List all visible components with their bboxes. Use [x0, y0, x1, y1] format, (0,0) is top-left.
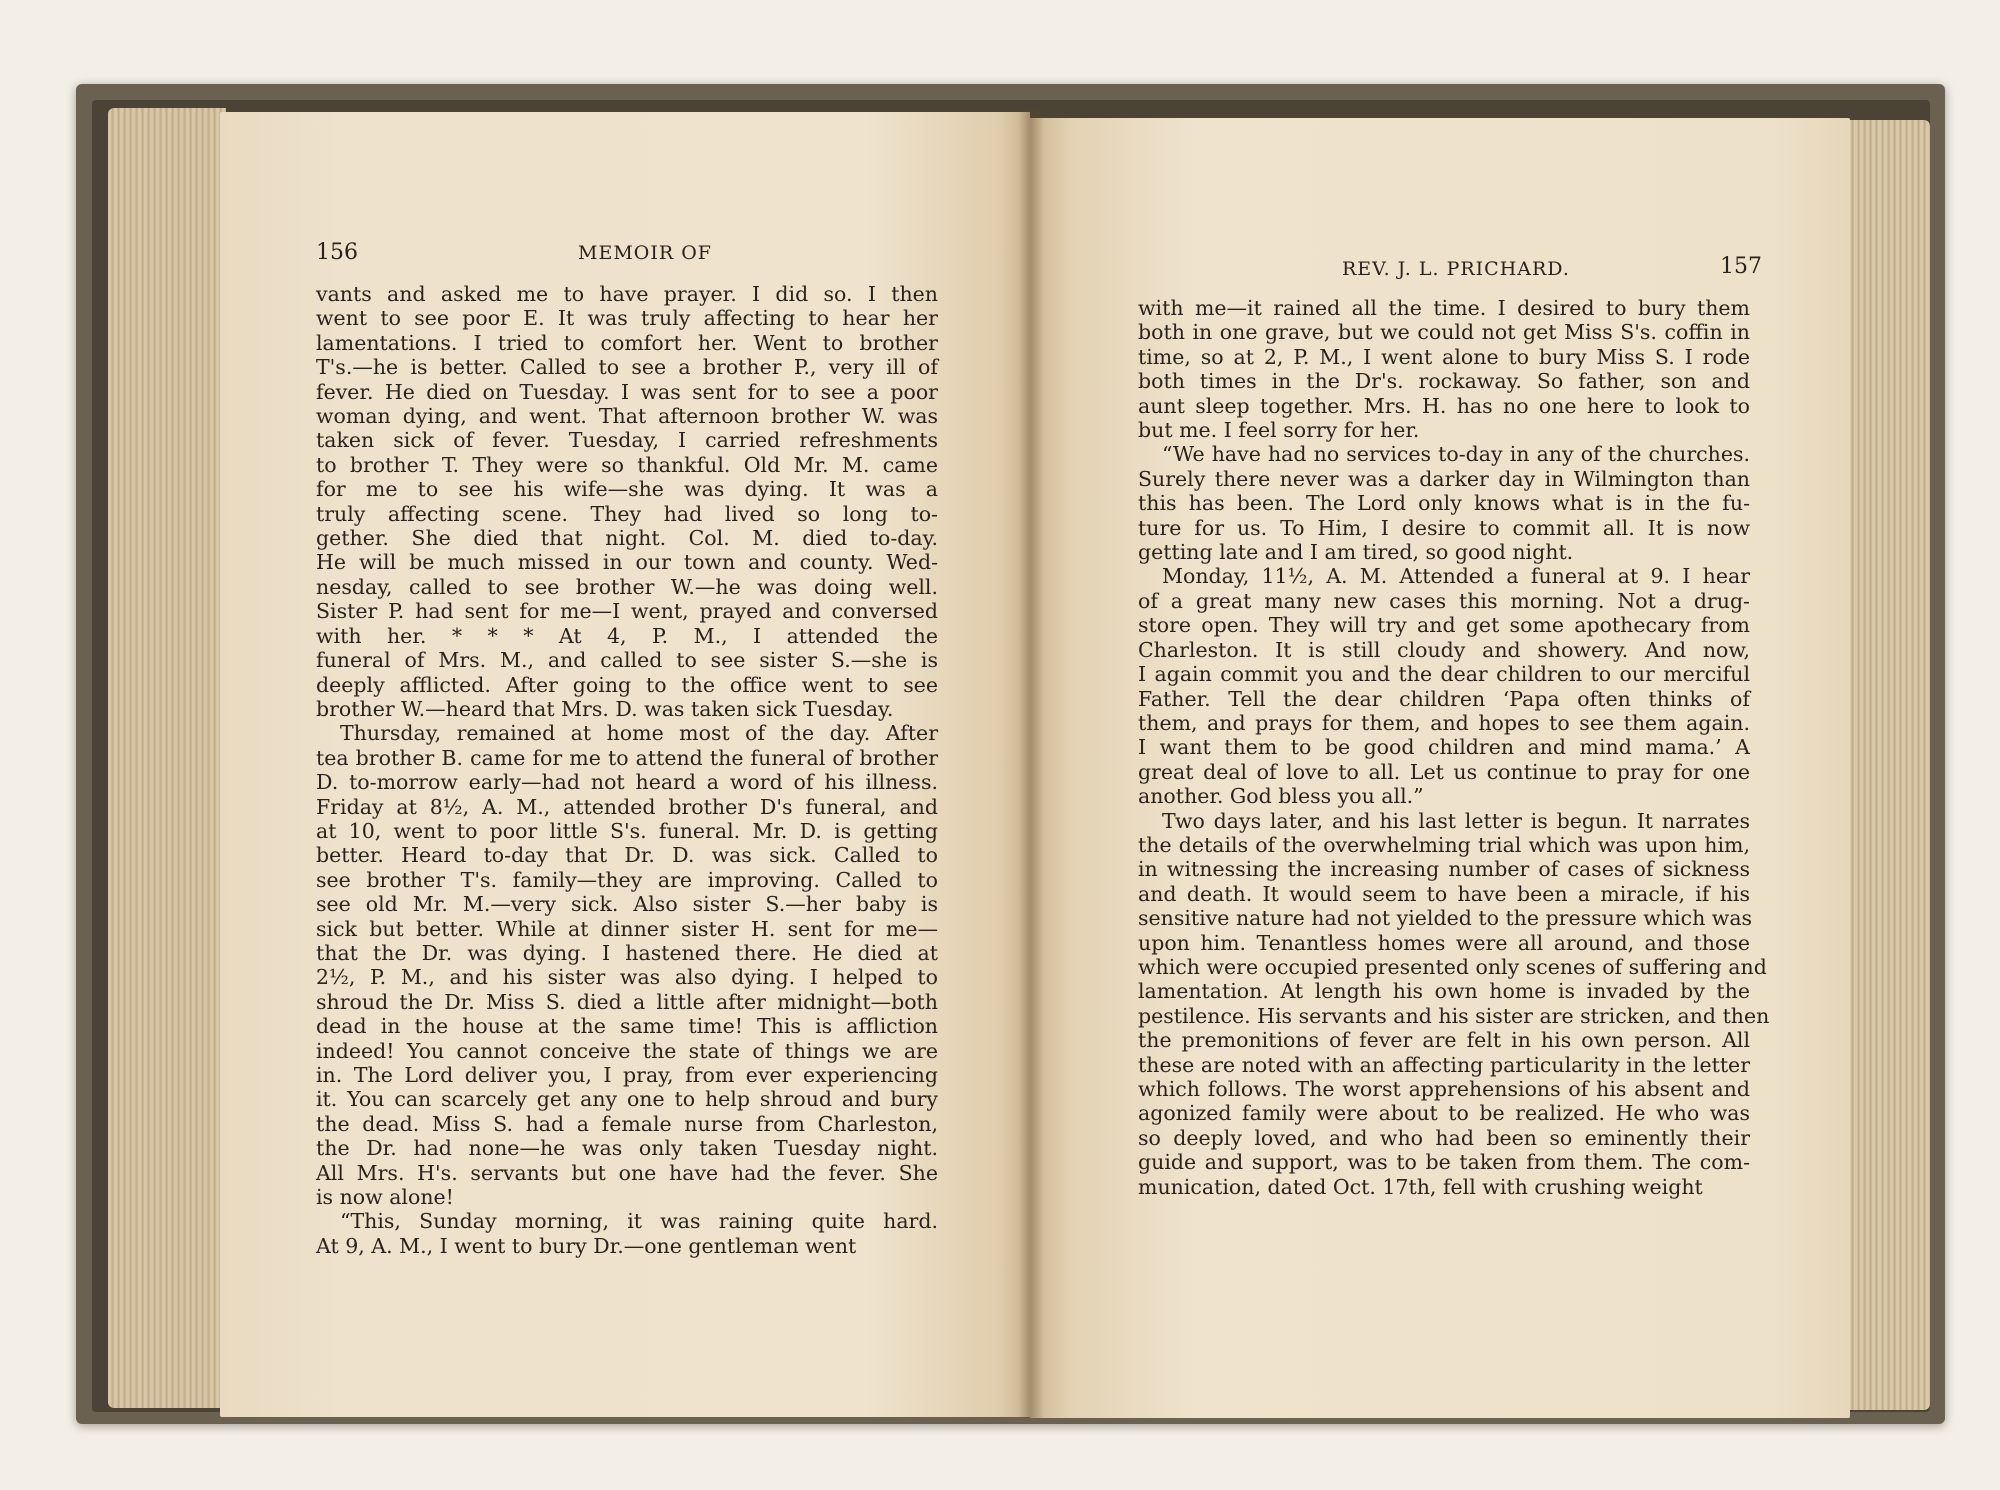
text-line: Sister P. had sent for me—I went, prayed and conversed [316, 599, 938, 624]
text-line: Charleston. It is still cloudy and showery. And now, [1138, 637, 1750, 662]
text-line: went to see poor E. It was truly affecting to hear her [316, 306, 938, 331]
text-line: but me. I feel sorry for her. [1138, 418, 1420, 443]
text-line: T's.—he is better. Called to see a brother P., very ill of [316, 355, 938, 380]
text-line: “This, Sunday morning, it was raining quite hard. [340, 1209, 938, 1234]
text-line: in. The Lord deliver you, I pray, from ever experiencing [316, 1063, 938, 1087]
text-line: Two days later, and his last letter is begun. It narrates [1162, 808, 1750, 833]
text-line: with me—it rained all the time. I desired to bury them [1138, 296, 1750, 320]
text-line: All Mrs. H's. servants but one have had the fever. She [316, 1160, 938, 1185]
right-running-head: REV. J. L. PRICHARD. [1342, 258, 1570, 280]
left-page-text [316, 282, 938, 1258]
text-line: for me to see his wife—she was dying. It was a [316, 477, 938, 502]
text-line: He will be much missed in our town and county. Wed- [316, 550, 938, 575]
text-line: which were occupied presented only scenes of suffering and [1138, 954, 1767, 979]
text-line: guide and support, was to be taken from them. The com- [1138, 1150, 1750, 1175]
text-line: agonized family were about to be realized. He who was [1138, 1101, 1750, 1126]
text-line: at 10, went to poor little S's. funeral. Mr. D. is getting [316, 818, 938, 843]
text-line: in witnessing the increasing number of cases of sickness [1138, 857, 1750, 882]
text-line: Friday at 8½, A. M., attended brother D's funeral, and [316, 794, 938, 819]
page-edges-left [108, 108, 226, 1408]
text-line: Father. Tell the dear children ‘Papa often thinks of [1138, 686, 1750, 711]
right-page-number: 157 [1720, 254, 1762, 279]
text-line: to brother T. They were so thankful. Old Mr. M. came [316, 452, 938, 477]
text-line: with her. * * * At 4, P. M., I attended the [316, 623, 938, 648]
text-line: taken sick of fever. Tuesday, I carried refreshments [316, 428, 938, 453]
text-line: the dead. Miss S. had a female nurse from Charleston, [316, 1111, 938, 1136]
text-line: brother W.—heard that Mrs. D. was taken sick Tuesday. [316, 696, 894, 721]
text-line: is now alone! [316, 1185, 454, 1210]
text-line: lamentations. I tried to comfort her. Went to brother [316, 330, 938, 355]
text-line: the Dr. had none—he was only taken Tuesday night. [316, 1136, 938, 1161]
text-line: vants and asked me to have prayer. I did so. I then [316, 282, 938, 306]
text-line: store open. They will try and get some apothecary from [1138, 613, 1750, 638]
text-line: “We have had no services to-day in any of the churches. [1162, 442, 1750, 467]
text-line: At 9, A. M., I went to bury Dr.—one gentleman went [316, 1233, 857, 1258]
text-line: this has been. The Lord only knows what is in the fu- [1138, 491, 1750, 516]
text-line: I want them to be good children and mind mama.’ A [1138, 735, 1750, 760]
text-line: getting late and I am tired, so good night. [1138, 540, 1574, 565]
text-line: I again commit you and the dear children to our merciful [1138, 662, 1750, 687]
text-line: upon him. Tenantless homes were all around, and those [1138, 930, 1750, 955]
text-line: deeply afflicted. After going to the office went to see [316, 672, 938, 697]
text-line: pestilence. His servants and his sister are stricken, and then [1138, 1003, 1770, 1028]
text-line: aunt sleep together. Mrs. H. has no one here to look to [1138, 393, 1750, 418]
text-line: Thursday, remained at home most of the day. After [340, 721, 938, 746]
text-line: of a great many new cases this morning. Not a drug- [1138, 588, 1750, 613]
text-line: these are noted with an affecting particularity in the letter [1138, 1052, 1750, 1077]
text-line: D. to-morrow early—had not heard a word of his illness. [316, 770, 938, 795]
text-line: see brother T's. family—they are improving. Called to [316, 867, 938, 892]
text-line: them, and prays for them, and hopes to see them again. [1138, 710, 1750, 735]
text-line: dead in the house at the same time! This is affliction [316, 1014, 938, 1039]
text-line: see old Mr. M.—very sick. Also sister S.—her baby is [316, 892, 938, 917]
left-page [220, 112, 1030, 1417]
book-gutter [1018, 108, 1044, 1418]
text-line: woman dying, and went. That afternoon brother W. was [316, 404, 938, 429]
text-line: sensitive nature had not yielded to the pressure which was [1138, 906, 1753, 931]
left-running-head: MEMOIR OF [578, 242, 712, 264]
text-line: tea brother B. came for me to attend the funeral of brother [316, 745, 938, 770]
text-line: Surely there never was a darker day in Wilmington than [1138, 466, 1750, 491]
text-line: which follows. The worst apprehensions of his absent and [1138, 1077, 1750, 1101]
text-line: sick but better. While at dinner sister H. sent for me— [316, 916, 938, 941]
text-line: that the Dr. was dying. I hastened there. He died at [316, 940, 938, 965]
text-line: munication, dated Oct. 17th, fell with crushing weight [1138, 1174, 1703, 1199]
text-line: indeed! You cannot conceive the state of things we are [316, 1038, 938, 1063]
text-line: truly affecting scene. They had lived so long to- [316, 501, 938, 526]
text-line: better. Heard to-day that Dr. D. was sick. Called to [316, 843, 938, 868]
text-line: it. You can scarcely get any one to help shroud and bury [316, 1087, 938, 1112]
text-line: shroud the Dr. Miss S. died a little after midnight—both [316, 989, 938, 1014]
right-page [1030, 118, 1850, 1418]
text-line: gether. She died that night. Col. M. died to-day. [316, 526, 938, 551]
text-line: time, so at 2, P. M., I went alone to bury Miss S. I rode [1138, 344, 1750, 369]
text-line: the premonitions of fever are felt in his own person. All [1138, 1028, 1750, 1053]
text-line: so deeply loved, and who had been so eminently their [1138, 1125, 1750, 1150]
text-line: great deal of love to all. Let us continue to pray for one [1138, 759, 1750, 784]
text-line: both times in the Dr's. rockaway. So father, son and [1138, 369, 1750, 394]
text-line: ture for us. To Him, I desire to commit all. It is now [1138, 515, 1750, 540]
text-line: 2½, P. M., and his sister was also dying. I helped to [316, 965, 938, 990]
text-line: lamentation. At length his own home is invaded by the [1138, 979, 1750, 1004]
text-line: both in one grave, but we could not get Miss S's. coffin in [1138, 320, 1750, 345]
right-page-text [1138, 296, 1770, 1199]
text-line: fever. He died on Tuesday. I was sent for to see a poor [316, 379, 938, 404]
text-line: funeral of Mrs. M., and called to see sister S.—she is [316, 648, 938, 673]
text-line: another. God bless you all.” [1138, 784, 1424, 809]
text-line: nesday, called to see brother W.—he was doing well. [316, 574, 938, 599]
text-line: the details of the overwhelming trial which was upon him, [1138, 832, 1750, 857]
text-line: and death. It would seem to have been a miracle, if his [1138, 881, 1750, 906]
left-page-number: 156 [316, 240, 358, 265]
text-line: Monday, 11½, A. M. Attended a funeral at 9. I hear [1162, 564, 1750, 589]
